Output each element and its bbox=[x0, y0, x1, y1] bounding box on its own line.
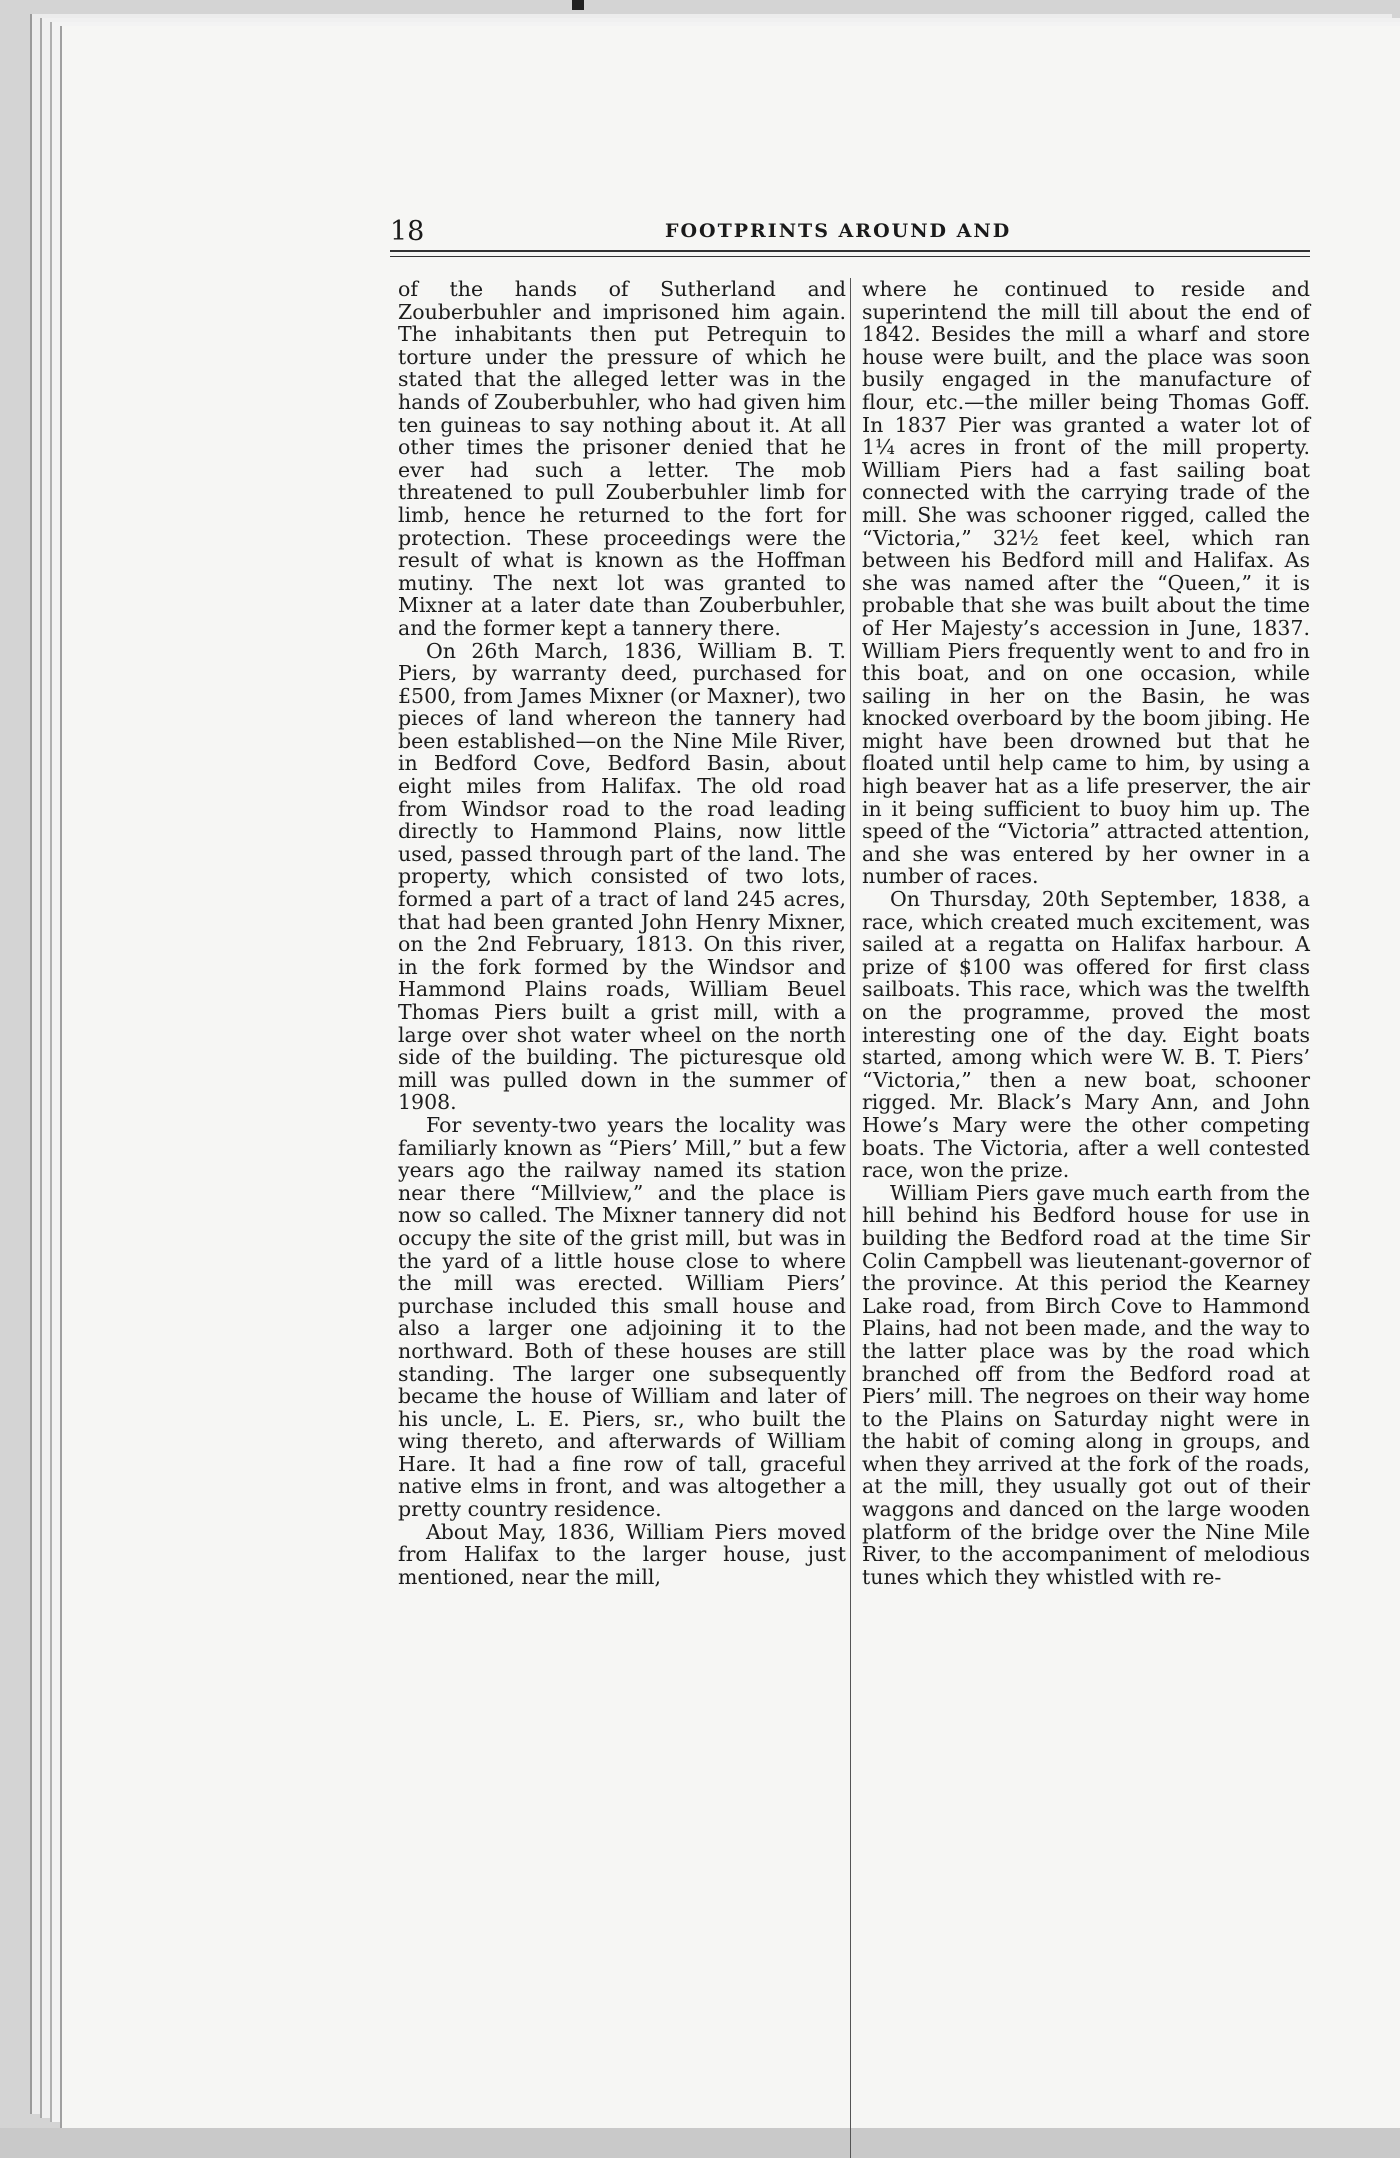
left-column bbox=[398, 278, 846, 1588]
running-head: FOOTPRINTS AROUND AND bbox=[665, 220, 1012, 242]
paragraph: where he continued to reside and superintend the mill till about the end of 1842. Besides the mill a wharf and store house were built, and the place was soon busily engaged in the manufacture of flour, etc.—the miller being Thomas Goff. In 1837 Pier was granted a water lot of 1¼ acres in front of the mill property. William Piers had a fast sailing boat connected with the carrying trade of the mill. She was schooner rigged, called the “Victoria,” 32½ feet keel, which ran between his Bedford mill and Halifax. As she was named after the “Queen,” it is probable that she was built about the time of Her Majesty’s accession in June, 1837. William Piers frequently went to and fro in this boat, and on one occasion, while sailing in her on the Basin, he was knocked overboard by the boom jibing. He might have been drowned but that he floated until help came to him, by using a high beaver hat as a life preserver, the air in it being sufficient to buoy him up. The speed of the “Victoria” attracted attention, and she was entered by her owner in a number of races. bbox=[862, 277, 1310, 889]
paragraph: On Thursday, 20th September, 1838, a race, which created much excitement, was sailed at a regatta on Halifax harbour. A prize of $100 was offered for first class sailboats. This race, which was the twelfth on the programme, proved the most interesting one of the day. Eight boats started, among which were W. B. T. Piers’ “Victoria,” then a new boat, schooner rigged. Mr. Black’s Mary Ann, and John Howe’s Mary were the other competing boats. The Victoria, after a well contested race, won the prize. bbox=[862, 887, 1310, 1183]
header-rule-thin bbox=[390, 256, 1310, 257]
paragraph: William Piers gave much earth from the hill behind his Bedford house for use in building the Bedford road at the time Sir Colin Campbell was lieutenant-governor of the province. At this period the Kearney Lake road, from Birch Cove to Hammond Plains, had not been made, and the way to the latter place was by the road which branched off from the Bedford road at Piers’ mill. The negroes on their way home to the Plains on Saturday night were in the habit of coming along in groups, and when they arrived at the fork of the roads, at the mill, they usually got out of their waggons and danced on the large wooden platform of the bridge over the Nine Mile River, to the accompaniment of melodious tunes which they whistled with re- bbox=[862, 1180, 1310, 1589]
header-rule bbox=[390, 250, 1310, 252]
page-header bbox=[390, 210, 1350, 250]
paragraph: On 26th March, 1836, William B. T. Piers, by warranty deed, purchased for £500, from James Mixner (or Maxner), two pieces of land whereon the tannery had been established—on the Nine Mile River, in Bedford Cove, Bedford Basin, about eight miles from Halifax. The old road from Windsor road to the road leading directly to Hammond Plains, now little used, passed through part of the land. The property, which consisted of two lots, formed a part of a tract of land 245 acres, that had been granted John Henry Mixner, on the 2nd February, 1813. On this river, in the fork formed by the Windsor and Hammond Plains roads, William Beuel Thomas Piers built a grist mill, with a large over shot water wheel on the north side of the building. The picturesque old mill was pulled down in the summer of 1908. bbox=[398, 638, 846, 1115]
page-number: 18 bbox=[390, 216, 425, 247]
paragraph: For seventy-two years the locality was familiarly known as “Piers’ Mill,” but a few years ago the railway named its station near there “Millview,” and the place is now so called. The Mixner tannery did not occupy the site of the grist mill, but was in the yard of a little house close to where the mill was erected. William Piers’ purchase included this small house and also a larger one adjoining it to the northward. Both of these houses are still standing. The larger one subsequently became the house of William and later of his uncle, L. E. Piers, sr., who built the wing thereto, and afterwards of William Hare. It had a fine row of tall, graceful native elms in front, and was altogether a pretty country residence. bbox=[398, 1112, 846, 1522]
scan-mark bbox=[572, 0, 584, 10]
paragraph: About May, 1836, William Piers moved from Halifax to the larger house, just mentioned, near the mill, bbox=[398, 1519, 846, 1589]
paragraph: of the hands of Sutherland and Zouberbuhler and imprisoned him again. The inhabitants then put Petrequin to torture under the pressure of which he stated that the alleged letter was in the hands of Zouberbuhler, who had given him ten guineas to say nothing about it. At all other times the prisoner denied that he ever had such a letter. The mob threatened to pull Zouberbuhler limb for limb, hence he returned to the fort for protection. These proceedings were the result of what is known as the Hoffman mutiny. The next lot was granted to Mixner at a later date than Zouberbuhler, and the former kept a tannery there. bbox=[398, 277, 846, 640]
right-column bbox=[862, 278, 1310, 1588]
column-divider bbox=[850, 278, 851, 2158]
